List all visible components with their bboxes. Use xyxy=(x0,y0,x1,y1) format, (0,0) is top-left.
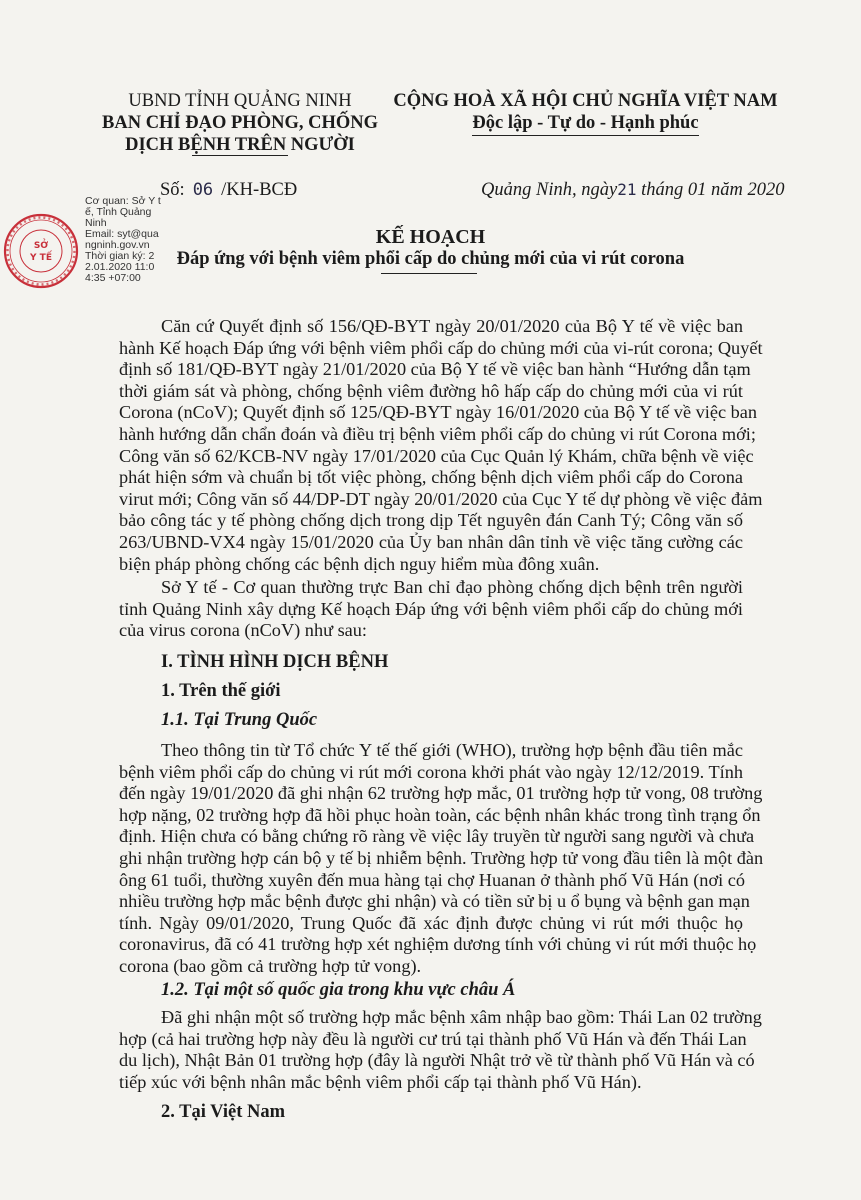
text-line: bệnh viêm phổi cấp do chủng vi rút mới corona khởi phát vào ngày 12/12/2019. Tính xyxy=(119,761,743,782)
text-line: virut mới; Công văn số 44/DP-DT ngày 20/01/2020 của Cục Y tế dự phòng về việc đảm xyxy=(119,488,763,509)
text-line: biện pháp phòng chống các bệnh dịch nguy hiểm mùa đông xuân. xyxy=(119,553,600,574)
issuer-header xyxy=(95,90,385,156)
signature-agency: Cơ quan: Sở Y tế, Tỉnh Quảng Ninh xyxy=(85,195,161,229)
paragraph-intro xyxy=(119,577,743,642)
text-line: bảo công tác y tế phòng chống dịch trong dịp Tết nguyên đán Canh Tý; Công văn số xyxy=(119,510,743,531)
plan-title: KẾ HOẠCH xyxy=(375,226,486,248)
stamp-text-line2: Y TẾ xyxy=(30,253,52,263)
date-day-handwritten: 21 xyxy=(617,180,637,199)
text-line: thời giám sát và phòng, chống bệnh viêm đường hô hấp cấp do chủng mới của vi rút xyxy=(119,380,743,401)
subsection-heading-vietnam: 2. Tại Việt Nam xyxy=(161,1102,286,1122)
date-suffix: tháng 01 năm 2020 xyxy=(641,180,785,200)
text-line: Công văn số 62/KCB-NV ngày 17/01/2020 của Cục Quản lý Khám, chữa bệnh về việc xyxy=(119,445,754,466)
national-header xyxy=(388,90,783,136)
section-heading-1: I. TÌNH HÌNH DỊCH BỆNH xyxy=(161,652,389,672)
text-line: tiếp xúc với bệnh nhân mắc bệnh viêm phổi cấp tại thành phố Vũ Hán). xyxy=(119,1071,642,1092)
text-line: 263/UBND-VX4 ngày 15/01/2020 của Ủy ban nhân dân tỉnh về việc tăng cường các xyxy=(119,531,743,552)
text-line: phát hiện sớm và chuẩn bị tốt việc phòng, chống bệnh dịch viêm phổi cấp do Corona xyxy=(119,467,743,488)
text-line: hợp (cả hai trường hợp này đều là người cư trú tại thành phố Vũ Hán và đến Thái Lan xyxy=(119,1028,747,1049)
issuer-underline xyxy=(192,155,288,156)
text-line: định. Hiện chưa có bằng chứng rõ ràng về việc lây truyền từ người sang người và chưa xyxy=(119,826,755,847)
text-line: Theo thông tin từ Tổ chức Y tế thế giới (WHO), trường hợp bệnh đầu tiên mắc xyxy=(161,740,743,760)
text-line: hành hướng dẫn chẩn đoán và điều trị bệnh viêm phổi cấp do chủng vi rút Corona mới; xyxy=(119,423,756,444)
issuer-board-line1: BAN CHỈ ĐẠO PHÒNG, CHỐNG xyxy=(102,113,378,133)
doc-no-handwritten: 06 xyxy=(192,180,214,200)
text-line: ghi nhận trường hợp cán bộ y tế bị nhiễm bệnh. Trường hợp tử vong đầu tiên là một đàn xyxy=(119,847,764,868)
text-line: nhiều trường hợp mắc bệnh được ghi nhận) và có tiền sử bị u ổ bụng và bệnh gan mạn xyxy=(119,891,750,912)
plan-subtitle: Đáp ứng với bệnh viêm phổi cấp do chủng mới của vi rút corona xyxy=(176,249,685,269)
paragraph-china xyxy=(119,740,764,978)
text-line: tỉnh Quảng Ninh xây dựng Kế hoạch Đáp ứng với bệnh viêm phổi cấp do chủng mới xyxy=(119,598,743,619)
text-line: định số 181/QĐ-BYT ngày 21/01/2020 của Bộ Y tế về việc ban hành “Hướng dẫn tạm xyxy=(119,359,751,380)
document-date xyxy=(481,180,784,201)
paragraph-asia xyxy=(119,1007,762,1093)
issuer-agency: UBND TỈNH QUẢNG NINH xyxy=(128,91,352,111)
doc-no-prefix: Số: xyxy=(160,180,185,200)
text-line: hành Kế hoạch Đáp ứng với bệnh viêm phổi cấp do chủng mới của vi-rút corona; Quyết xyxy=(119,337,763,358)
subsection-heading-china: 1.1. Tại Trung Quốc xyxy=(161,710,318,730)
text-line: corona (bao gồm cả trường hợp tử vong). xyxy=(119,955,422,976)
text-line: Corona (nCoV); Quyết định số 125/QĐ-BYT ngày 16/01/2020 của Bộ Y tế về việc ban xyxy=(119,402,758,423)
national-motto: Độc lập - Tự do - Hạnh phúc xyxy=(472,112,698,136)
signature-time: Thời gian ký: 22.01.2020 11:04:35 +07:00 xyxy=(85,250,155,284)
text-line: coronavirus, đã có 41 trường hợp xét nghiệm dương tính với chủng vi rút mới thuộc họ xyxy=(119,934,757,955)
subsection-heading-world: 1. Trên thế giới xyxy=(161,681,281,701)
text-line: ông 61 tuổi, thường xuyên đến mua hàng tại chợ Huanan ở thành phố Vũ Hán (nơi có xyxy=(119,869,746,890)
text-line: tính. Ngày 09/01/2020, Trung Quốc đã xác định được chủng vi rút mới thuộc họ xyxy=(119,912,743,933)
national-title: CỘNG HOÀ XÃ HỘI CHỦ NGHĨA VIỆT NAM xyxy=(393,91,778,111)
document-number xyxy=(160,180,297,201)
subtitle-underline xyxy=(381,273,477,274)
paragraph-legal-basis xyxy=(119,316,763,575)
text-line: du lịch), Nhật Bản 01 trường hợp (đây là người Nhật trở về từ thành phố Vũ Hán và có xyxy=(119,1050,755,1071)
signature-email: Email: syt@quangninh.gov.vn xyxy=(85,228,159,251)
text-line: Sở Y tế - Cơ quan thường trực Ban chỉ đạo phòng chống dịch bệnh trên người xyxy=(161,577,743,597)
text-line: Căn cứ Quyết định số 156/QĐ-BYT ngày 20/01/2020 của Bộ Y tế về việc ban xyxy=(161,316,743,336)
issuer-board-line2: DỊCH BỆNH TRÊN NGƯỜI xyxy=(125,135,355,155)
date-prefix: Quảng Ninh, ngày xyxy=(481,180,618,200)
subsection-heading-asia: 1.2. Tại một số quốc gia trong khu vực châu Á xyxy=(161,980,516,1000)
text-line: Đã ghi nhận một số trường hợp mắc bệnh xâm nhập bao gồm: Thái Lan 02 trường xyxy=(161,1007,762,1027)
text-line: hợp nặng, 02 trường hợp đã hồi phục hoàn toàn, các bệnh nhân khác trong tình trạng ổn xyxy=(119,804,761,825)
text-line: của virus corona (nCoV) như sau: xyxy=(119,620,368,641)
doc-no-suffix: /KH-BCĐ xyxy=(221,180,298,200)
text-line: đến ngày 19/01/2020 đã ghi nhận 62 trường hợp mắc, 01 trường hợp tử vong, 08 trường xyxy=(119,783,763,804)
stamp-text-line1: SỞ xyxy=(33,241,49,251)
